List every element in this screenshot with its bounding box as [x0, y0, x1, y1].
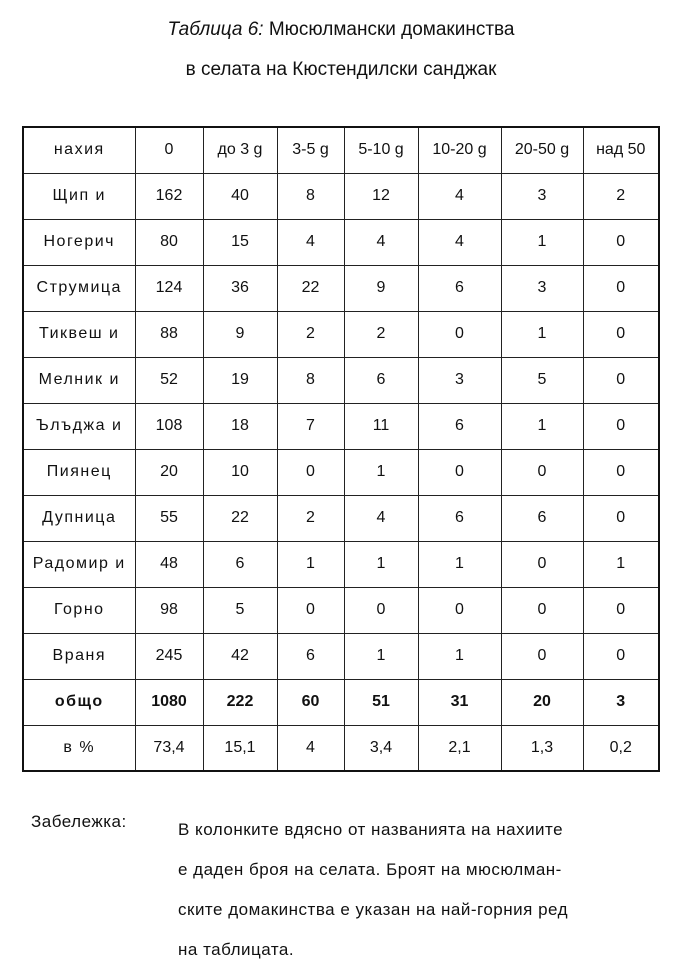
value-cell: 3 — [501, 173, 583, 219]
value-cell: 0 — [135, 127, 203, 173]
row-label-cell: Щип и — [23, 173, 135, 219]
value-cell: 3 — [501, 265, 583, 311]
note-line: ските домакинства е указан на най-горния ред — [178, 900, 569, 919]
table-number: Таблица 6: — [167, 19, 264, 40]
header-row — [23, 127, 659, 173]
value-cell: 4 — [418, 219, 501, 265]
table-row — [23, 633, 659, 679]
total-row — [23, 679, 659, 725]
value-cell: 1,3 — [501, 725, 583, 771]
value-cell: 48 — [135, 541, 203, 587]
value-cell: 0 — [501, 633, 583, 679]
value-cell: 1 — [277, 541, 344, 587]
value-cell: 1 — [501, 403, 583, 449]
value-cell: 0 — [583, 219, 659, 265]
value-cell: 0 — [418, 449, 501, 495]
value-cell: 98 — [135, 587, 203, 633]
value-cell: 108 — [135, 403, 203, 449]
value-cell: 1 — [344, 449, 418, 495]
value-cell: 0 — [583, 495, 659, 541]
note-line: на таблицата. — [178, 940, 295, 959]
table-row — [23, 449, 659, 495]
value-cell: 12 — [344, 173, 418, 219]
value-cell: над 50 — [583, 127, 659, 173]
value-cell: 4 — [277, 219, 344, 265]
value-cell: 162 — [135, 173, 203, 219]
row-label-cell: Враня — [23, 633, 135, 679]
value-cell: 8 — [277, 357, 344, 403]
value-cell: 42 — [203, 633, 277, 679]
value-cell: 15,1 — [203, 725, 277, 771]
row-label-cell: Ногерич — [23, 219, 135, 265]
value-cell: 4 — [344, 495, 418, 541]
value-cell: 6 — [418, 495, 501, 541]
percent-row — [23, 725, 659, 771]
value-cell: 1 — [418, 541, 501, 587]
value-cell: 1 — [344, 633, 418, 679]
value-cell: 0 — [501, 541, 583, 587]
value-cell: до 3 g — [203, 127, 277, 173]
value-cell: 0 — [277, 449, 344, 495]
table-row — [23, 311, 659, 357]
value-cell: 1 — [418, 633, 501, 679]
value-cell: 1 — [501, 219, 583, 265]
value-cell: 3 — [418, 357, 501, 403]
row-label-cell: Мелник и — [23, 357, 135, 403]
value-cell: 3,4 — [344, 725, 418, 771]
value-cell: 5 — [203, 587, 277, 633]
table-title — [0, 18, 682, 42]
value-cell: 10-20 g — [418, 127, 501, 173]
value-cell: 0,2 — [583, 725, 659, 771]
value-cell: 4 — [277, 725, 344, 771]
value-cell: 51 — [344, 679, 418, 725]
value-cell: 2 — [277, 495, 344, 541]
table-row — [23, 357, 659, 403]
value-cell: 88 — [135, 311, 203, 357]
value-cell: 80 — [135, 219, 203, 265]
value-cell: 3-5 g — [277, 127, 344, 173]
table-row — [23, 403, 659, 449]
value-cell: 55 — [135, 495, 203, 541]
value-cell: 6 — [277, 633, 344, 679]
row-label-cell: Горно — [23, 587, 135, 633]
households-table — [22, 126, 660, 772]
value-cell: 0 — [583, 587, 659, 633]
row-label-cell: Пиянец — [23, 449, 135, 495]
table-row — [23, 219, 659, 265]
note-line: е даден броя на селата. Броят на мюсюлман- — [178, 860, 562, 879]
row-label-cell: общо — [23, 679, 135, 725]
value-cell: 2 — [583, 173, 659, 219]
value-cell: 0 — [583, 265, 659, 311]
value-cell: 5-10 g — [344, 127, 418, 173]
note-text — [178, 810, 658, 970]
row-label-cell: Тиквеш и — [23, 311, 135, 357]
value-cell: 6 — [203, 541, 277, 587]
value-cell: 0 — [583, 403, 659, 449]
value-cell: 18 — [203, 403, 277, 449]
value-cell: 0 — [418, 311, 501, 357]
value-cell: 9 — [203, 311, 277, 357]
value-cell: 6 — [501, 495, 583, 541]
table-row — [23, 495, 659, 541]
row-label-cell: Ълъджа и — [23, 403, 135, 449]
row-label-cell: Дупница — [23, 495, 135, 541]
value-cell: 4 — [418, 173, 501, 219]
table-title-text: Мюсюлмански домакинства — [268, 19, 515, 40]
value-cell: 0 — [277, 587, 344, 633]
value-cell: 6 — [418, 403, 501, 449]
value-cell: 20 — [135, 449, 203, 495]
value-cell: 3 — [583, 679, 659, 725]
value-cell: 0 — [418, 587, 501, 633]
value-cell: 8 — [277, 173, 344, 219]
value-cell: 10 — [203, 449, 277, 495]
value-cell: 1 — [583, 541, 659, 587]
value-cell: 0 — [583, 357, 659, 403]
value-cell: 2,1 — [418, 725, 501, 771]
value-cell: 7 — [277, 403, 344, 449]
value-cell: 2 — [277, 311, 344, 357]
table-subtitle: в селата на Кюстендилски санджак — [185, 59, 497, 80]
value-cell: 2 — [344, 311, 418, 357]
value-cell: 4 — [344, 219, 418, 265]
value-cell: 0 — [501, 587, 583, 633]
table-row — [23, 587, 659, 633]
value-cell: 1 — [501, 311, 583, 357]
value-cell: 19 — [203, 357, 277, 403]
table-row — [23, 541, 659, 587]
table-row — [23, 265, 659, 311]
value-cell: 22 — [277, 265, 344, 311]
value-cell: 60 — [277, 679, 344, 725]
table-row — [23, 173, 659, 219]
value-cell: 15 — [203, 219, 277, 265]
value-cell: 1 — [344, 541, 418, 587]
row-label-cell: Радомир и — [23, 541, 135, 587]
note-line: В колонките вдясно от названията на нахиите — [178, 820, 564, 839]
value-cell: 5 — [501, 357, 583, 403]
row-label-cell: Струмица — [23, 265, 135, 311]
value-cell: 124 — [135, 265, 203, 311]
value-cell: 20 — [501, 679, 583, 725]
value-cell: 1080 — [135, 679, 203, 725]
value-cell: 222 — [203, 679, 277, 725]
value-cell: 11 — [344, 403, 418, 449]
row-label-cell: нахия — [23, 127, 135, 173]
value-cell: 36 — [203, 265, 277, 311]
value-cell: 0 — [583, 311, 659, 357]
value-cell: 40 — [203, 173, 277, 219]
note-label: Забележка: — [31, 812, 127, 831]
value-cell: 31 — [418, 679, 501, 725]
value-cell: 20-50 g — [501, 127, 583, 173]
value-cell: 52 — [135, 357, 203, 403]
value-cell: 6 — [344, 357, 418, 403]
value-cell: 22 — [203, 495, 277, 541]
value-cell: 0 — [501, 449, 583, 495]
value-cell: 73,4 — [135, 725, 203, 771]
row-label-cell: в % — [23, 725, 135, 771]
value-cell: 0 — [583, 449, 659, 495]
value-cell: 9 — [344, 265, 418, 311]
value-cell: 0 — [583, 633, 659, 679]
value-cell: 0 — [344, 587, 418, 633]
value-cell: 6 — [418, 265, 501, 311]
value-cell: 245 — [135, 633, 203, 679]
